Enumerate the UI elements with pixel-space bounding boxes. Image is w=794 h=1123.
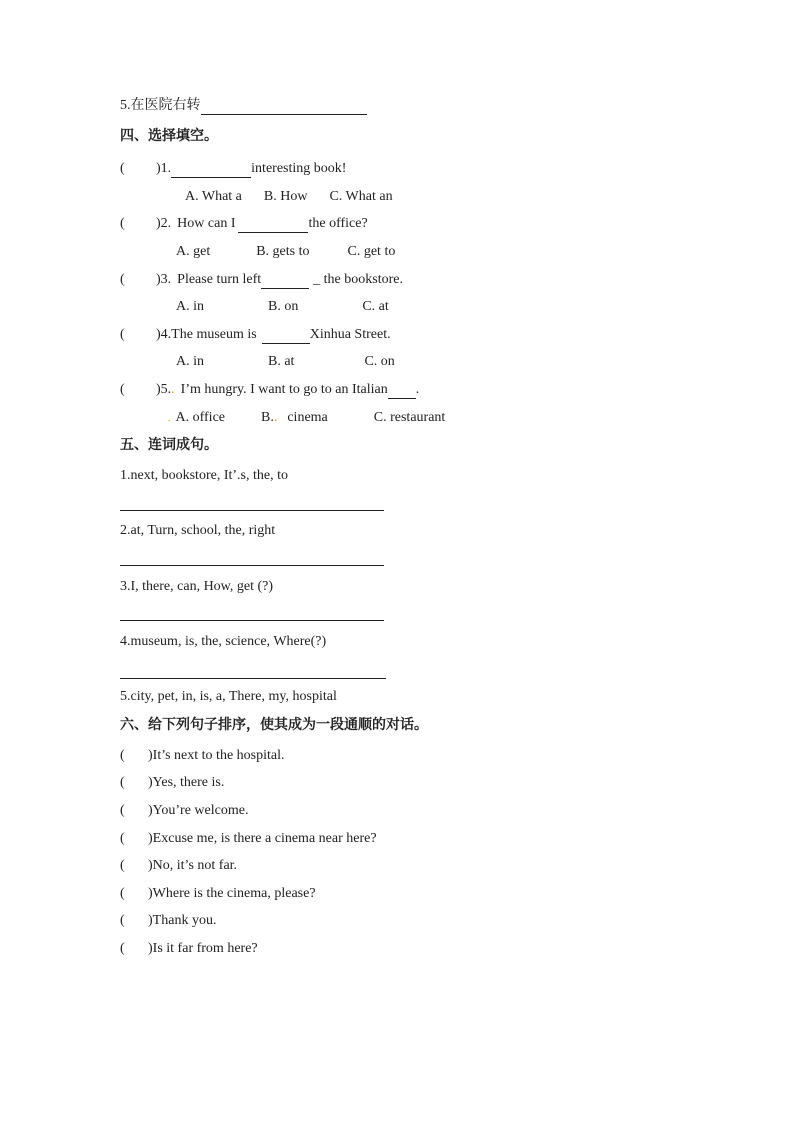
option-c: C. What an bbox=[329, 189, 393, 204]
option-b: B. gets to bbox=[256, 244, 310, 259]
question-number: )5. bbox=[156, 382, 172, 397]
mc-question-2 bbox=[120, 215, 368, 233]
dialogue-text: It’s next to the hospital. bbox=[152, 748, 285, 763]
order-paren[interactable]: ( bbox=[120, 913, 125, 928]
option-b: B. How bbox=[263, 189, 308, 204]
reorder-item-3: 3.I, there, can, How, get (?) bbox=[120, 579, 274, 594]
question-text: I’m hungry. I want to go to an Italian bbox=[180, 382, 388, 397]
option-a: A. in bbox=[176, 299, 204, 314]
order-paren[interactable]: ( bbox=[120, 775, 125, 790]
paren-close: ) bbox=[148, 748, 153, 763]
answer-blank[interactable] bbox=[171, 163, 251, 178]
stray-dot: . bbox=[273, 410, 278, 425]
dialogue-text: No, it’s not far. bbox=[152, 858, 238, 873]
answer-paren[interactable]: ( bbox=[120, 216, 125, 231]
option-c: C. restaurant bbox=[373, 410, 446, 425]
question-number: )3. bbox=[156, 272, 172, 287]
mc-question-5 bbox=[120, 381, 419, 399]
answer-blank[interactable] bbox=[388, 384, 416, 399]
reorder-item-5: 5.city, pet, in, is, a, There, my, hospital bbox=[120, 689, 337, 704]
answer-paren[interactable]: ( bbox=[120, 161, 125, 176]
reorder-item-1: 1.next, bookstore, It’.s, the, to bbox=[120, 468, 288, 483]
question-text: . bbox=[415, 382, 420, 397]
dialogue-item bbox=[120, 747, 285, 765]
dialogue-item bbox=[120, 802, 248, 820]
question-text: Xinhua Street. bbox=[309, 327, 391, 342]
dialogue-item bbox=[120, 774, 224, 792]
option-b: B. at bbox=[268, 354, 295, 369]
answer-blank[interactable] bbox=[238, 218, 308, 233]
section-4-title: 四、选择填空。 bbox=[120, 128, 218, 144]
option-b-text: cinema bbox=[287, 410, 328, 425]
answer-blank[interactable] bbox=[261, 274, 309, 289]
order-paren[interactable]: ( bbox=[120, 886, 125, 901]
paren-close: ) bbox=[148, 775, 153, 790]
answer-line[interactable] bbox=[120, 565, 384, 566]
dialogue-text: Yes, there is. bbox=[152, 775, 225, 790]
option-a: A. in bbox=[176, 354, 204, 369]
mc-options-4 bbox=[176, 353, 395, 371]
question-text: interesting book! bbox=[251, 161, 347, 176]
option-c: C. on bbox=[364, 354, 395, 369]
paren-close: ) bbox=[148, 858, 153, 873]
question-text: The museum is bbox=[171, 327, 257, 342]
option-b: B. on bbox=[268, 299, 299, 314]
answer-line[interactable] bbox=[120, 620, 384, 621]
dialogue-item bbox=[120, 912, 216, 930]
paren-close: ) bbox=[148, 886, 153, 901]
answer-line[interactable] bbox=[120, 678, 386, 679]
item-number: 5. bbox=[120, 98, 131, 113]
order-paren[interactable]: ( bbox=[120, 858, 125, 873]
dialogue-item bbox=[120, 885, 316, 903]
reorder-item-2 bbox=[120, 522, 275, 540]
answer-blank[interactable] bbox=[262, 329, 310, 344]
order-paren[interactable]: ( bbox=[120, 748, 125, 763]
question-number: )2. bbox=[156, 216, 172, 231]
section-6-title: 六、给下列句子排序，使其成为一段通顺的对话。 bbox=[120, 717, 428, 733]
item-text: 在医院右转 bbox=[130, 98, 201, 113]
mc-options-1 bbox=[185, 188, 393, 206]
dialogue-text: You’re welcome. bbox=[152, 803, 249, 818]
answer-paren[interactable]: ( bbox=[120, 272, 125, 287]
order-paren[interactable]: ( bbox=[120, 941, 125, 956]
stray-dot: . bbox=[168, 413, 171, 424]
order-paren[interactable]: ( bbox=[120, 831, 125, 846]
dialogue-item bbox=[120, 857, 237, 875]
paren-close: ) bbox=[148, 803, 153, 818]
question-text: _ the bookstore. bbox=[313, 272, 403, 287]
reorder-text: 2.at, Turn, school, the, right bbox=[120, 523, 276, 538]
order-paren[interactable]: ( bbox=[120, 803, 125, 818]
stray-dot: . bbox=[171, 382, 175, 397]
answer-blank[interactable] bbox=[201, 100, 367, 115]
dialogue-text: Is it far from here? bbox=[152, 941, 258, 956]
dialogue-text: Where is the cinema, please? bbox=[152, 886, 316, 901]
option-c: C. get to bbox=[347, 244, 396, 259]
mc-options-2 bbox=[176, 243, 395, 261]
mc-question-3 bbox=[120, 271, 403, 289]
option-c: C. at bbox=[362, 299, 389, 314]
question-text: the office? bbox=[308, 216, 368, 231]
question-text: How can I bbox=[177, 216, 236, 231]
translate-item-5 bbox=[120, 97, 367, 115]
paren-close: ) bbox=[148, 941, 153, 956]
dialogue-text: Excuse me, is there a cinema near here? bbox=[152, 831, 377, 846]
mc-question-4 bbox=[120, 326, 391, 344]
section-5-title: 五、连词成句。 bbox=[120, 437, 218, 453]
dialogue-item bbox=[120, 830, 377, 848]
question-number: )4. bbox=[156, 327, 172, 342]
mc-options-5 bbox=[168, 409, 445, 428]
reorder-item-4: 4.museum, is, the, science, Where(?) bbox=[120, 634, 327, 649]
option-a: A. get bbox=[176, 244, 211, 259]
option-a: A. What a bbox=[185, 189, 242, 204]
dialogue-item bbox=[120, 940, 258, 958]
option-a: A. office bbox=[175, 410, 225, 425]
answer-paren[interactable]: ( bbox=[120, 327, 125, 342]
answer-line[interactable] bbox=[120, 510, 384, 511]
question-text: Please turn left bbox=[177, 272, 262, 287]
paren-close: ) bbox=[148, 913, 153, 928]
paren-close: ) bbox=[148, 831, 153, 846]
answer-paren[interactable]: ( bbox=[120, 382, 125, 397]
mc-question-1 bbox=[120, 160, 346, 178]
mc-options-3 bbox=[176, 298, 389, 316]
dialogue-text: Thank you. bbox=[152, 913, 217, 928]
question-number: )1. bbox=[156, 161, 172, 176]
option-b: B. bbox=[261, 410, 274, 425]
